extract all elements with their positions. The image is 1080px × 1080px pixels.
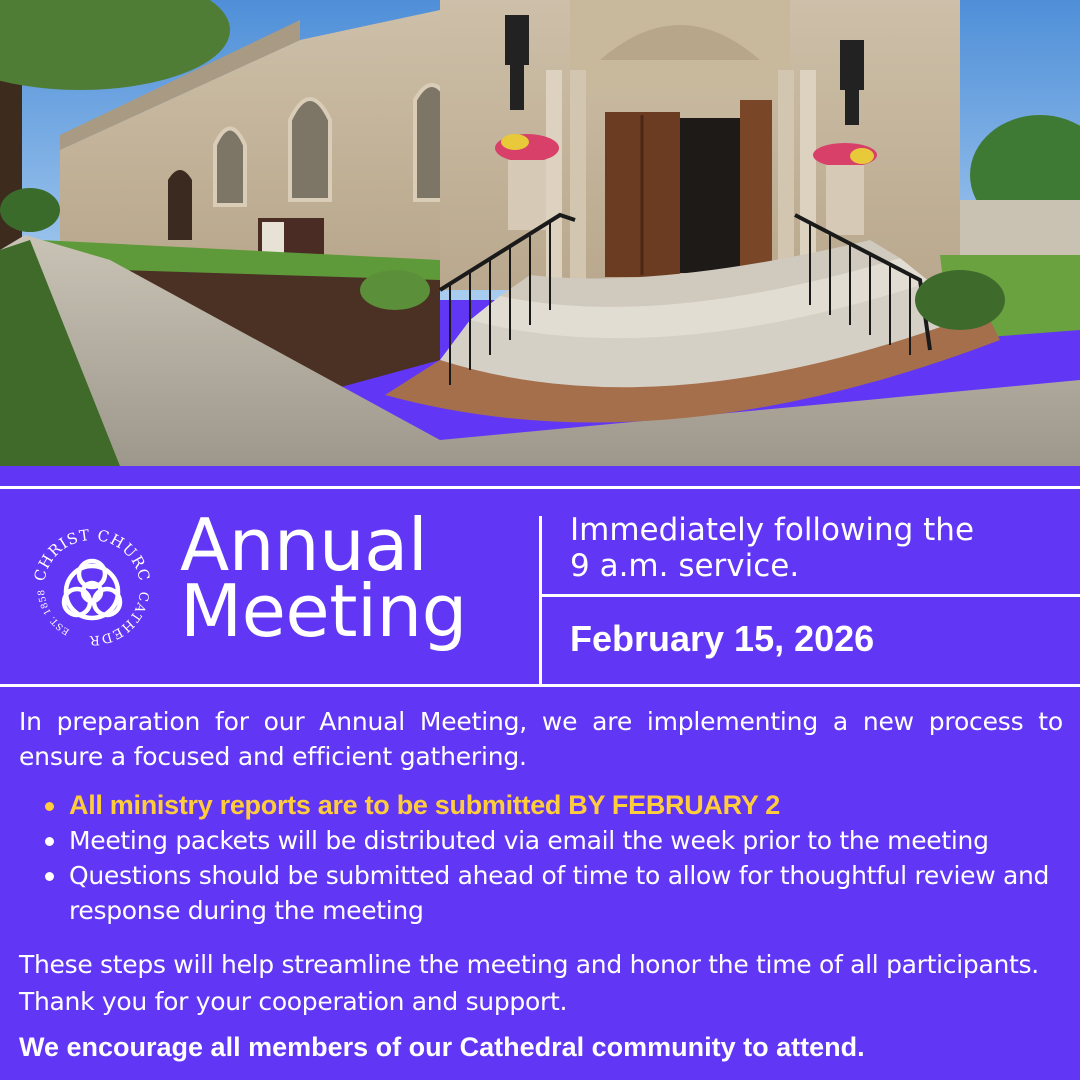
divider-top: [0, 486, 1080, 489]
divider-middle: [541, 594, 1080, 597]
bullet-list: [19, 788, 1063, 928]
bullet-item-reports-deadline: [19, 788, 1063, 823]
divider-vertical: [539, 516, 542, 687]
bullet-text: Meeting packets will be distributed via email the week prior to the meeting: [69, 826, 989, 855]
title-line-1: Annual: [180, 503, 428, 587]
svg-text:CHRIST CHURCH: [22, 518, 154, 583]
encourage-statement: We encourage all members of our Cathedral community to attend.: [19, 1032, 865, 1062]
time-line-2: 9 a.m. service.: [570, 548, 800, 584]
logo-arc-right: CATHEDR: [88, 590, 152, 648]
bullet-icon: [45, 837, 54, 846]
bullet-text: All ministry reports are to be submitted BY FEBRUARY 2: [69, 790, 780, 820]
page-title: [180, 503, 467, 653]
bullet-icon: [45, 802, 54, 811]
header-band: [0, 466, 1080, 688]
bullet-icon: [45, 872, 54, 881]
bullet-text: Questions should be submitted ahead of time to allow for thoughtful review and response during the meeting: [69, 861, 1050, 925]
knot-emblem-icon: [64, 561, 120, 618]
closing-paragraph: These steps will help streamline the meeting and honor the time of all participants. Thank you for your cooperation and support.: [19, 950, 1039, 1016]
intro-paragraph: In preparation for our Annual Meeting, we are implementing a new process to ensure a focused and efficient gathering.: [19, 707, 1063, 771]
church-photo: [0, 0, 1080, 466]
bullet-item-packets: [19, 823, 1063, 858]
christ-church-cathedral-logo: [22, 518, 162, 658]
meeting-time: [570, 512, 1070, 584]
logo-arc-top: CHRIST CHURC: [30, 525, 154, 584]
title-line-2: Meeting: [180, 569, 467, 653]
logo-arc-left: EST. 1858: [36, 588, 72, 637]
bullet-item-questions: [19, 858, 1063, 928]
meeting-date: February 15, 2026: [570, 618, 875, 659]
announcement-body: [19, 704, 1063, 1063]
time-line-1: Immediately following the: [570, 512, 975, 548]
